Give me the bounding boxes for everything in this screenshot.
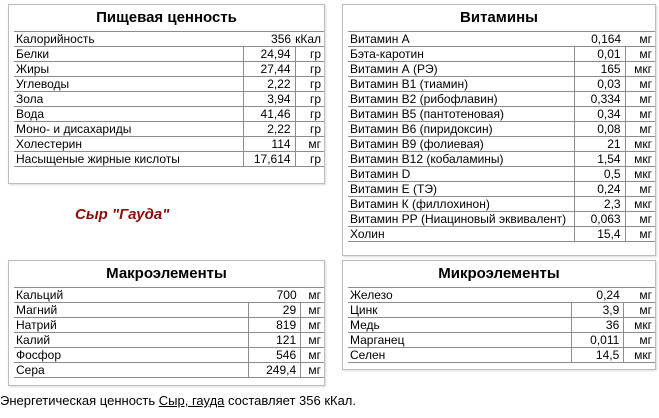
cell-unit: мг	[308, 348, 321, 362]
cell-value: 15,4	[575, 227, 625, 242]
microelements-panel	[342, 260, 656, 370]
cell-unit: гр	[309, 47, 321, 61]
cell-unit: мг	[639, 92, 652, 106]
cell-unit: мг	[639, 122, 652, 136]
cell-name: Витамин В6 (пиридоксин)	[348, 122, 575, 137]
table-row	[348, 348, 655, 363]
table-row	[348, 122, 655, 137]
cell-name: Сера	[14, 363, 248, 378]
cell-value: 27,44	[243, 62, 295, 77]
cell-value: 700	[276, 288, 297, 302]
cell-value: 2,22	[243, 122, 295, 137]
table-row	[14, 137, 324, 152]
cell-name: Селен	[348, 348, 571, 363]
cell-name: Витамин В12 (кобаламины)	[348, 152, 575, 167]
cell-value: 29	[248, 303, 301, 318]
cell-name: Витамин В5 (пантотеновая)	[348, 107, 575, 122]
cell-name: Магний	[14, 303, 248, 318]
cell-name: Калий	[14, 333, 248, 348]
macroelements-panel	[8, 260, 325, 386]
cell-name: Вода	[14, 107, 243, 122]
cell-name: Фосфор	[14, 348, 248, 363]
cell-value: 0,24	[575, 182, 625, 197]
cell-unit: гр	[309, 152, 321, 166]
cell-unit: мг	[308, 318, 321, 332]
cell-unit: мг	[639, 32, 652, 46]
macroelements-title: Макроэлементы	[106, 265, 227, 282]
cell-unit: мг	[639, 288, 652, 302]
cell-name: Холестерин	[14, 137, 243, 152]
table-row	[14, 47, 324, 62]
cell-value: 0,063	[575, 212, 625, 227]
cell-name: Витамин В1 (тиамин)	[348, 77, 575, 92]
microelements-table	[348, 287, 655, 363]
table-row	[348, 197, 655, 212]
cell-unit: мг	[308, 288, 321, 302]
cell-value: 0,03	[575, 77, 625, 92]
cell-unit: мкг	[634, 152, 652, 166]
cell-name: Цинк	[348, 303, 571, 318]
cell-value: 249,4	[248, 363, 301, 378]
cell-value: 41,46	[243, 107, 295, 122]
cell-value: 3,94	[243, 92, 295, 107]
nutrition-table	[14, 31, 324, 167]
cell-value: 17,614	[243, 152, 295, 167]
vitamins-title: Витамины	[460, 9, 538, 26]
cell-value: 356	[271, 32, 292, 46]
cell-unit: гр	[309, 122, 321, 136]
cell-unit: мг	[639, 47, 652, 61]
cell-value: 819	[248, 318, 301, 333]
cell-name: Насыщеные жирные кислоты	[14, 152, 243, 167]
cell-name: Витамин D	[348, 167, 575, 182]
cell-value: 21	[575, 137, 625, 152]
table-row	[14, 62, 324, 77]
cell-value: 0,011	[571, 333, 623, 348]
cell-unit: мг	[639, 227, 652, 241]
table-row	[348, 318, 655, 333]
cell-name: Железо	[350, 288, 393, 302]
cell-name: Углеводы	[14, 77, 243, 92]
cell-value: 3,9	[571, 303, 623, 318]
table-row	[348, 227, 655, 242]
table-row	[14, 288, 324, 303]
table-row	[348, 167, 655, 182]
cell-name: Марганец	[348, 333, 571, 348]
table-row	[348, 32, 655, 47]
cell-name: Жиры	[14, 62, 243, 77]
footer-suffix: составляет 356 кКал.	[224, 393, 357, 408]
cell-unit: гр	[309, 92, 321, 106]
table-row	[14, 348, 324, 363]
nutrition-title: Пищевая ценность	[96, 9, 237, 26]
cell-value: 0,24	[596, 288, 620, 302]
table-row	[348, 92, 655, 107]
table-row	[348, 62, 655, 77]
cell-unit: мкг	[634, 137, 652, 151]
cell-name: Витамин А	[350, 32, 410, 46]
cell-name: Витамин РР (Ниациновый эквивалент)	[348, 212, 575, 227]
cell-value: 0,01	[575, 47, 625, 62]
vitamins-table	[348, 31, 655, 242]
cell-name: Витамин А (РЭ)	[348, 62, 575, 77]
table-row	[348, 77, 655, 92]
cell-value: 0,334	[575, 92, 625, 107]
cell-value: 165	[575, 62, 625, 77]
table-row	[14, 77, 324, 92]
cell-name: Витамин В2 (рибофлавин)	[348, 92, 575, 107]
table-row	[348, 288, 655, 303]
cell-unit: гр	[309, 107, 321, 121]
cell-value: 0,164	[591, 32, 622, 46]
cell-value: 2,3	[575, 197, 625, 212]
table-row	[14, 92, 324, 107]
cell-name: Зола	[14, 92, 243, 107]
microelements-title: Микроэлементы	[438, 265, 560, 282]
cell-unit: мг	[308, 137, 321, 151]
table-row	[348, 47, 655, 62]
nutrition-panel	[8, 4, 325, 184]
cell-value: 121	[248, 333, 301, 348]
table-row	[14, 318, 324, 333]
cell-name: Медь	[348, 318, 571, 333]
product-title: Сыр "Гауда"	[75, 206, 170, 223]
table-row	[14, 363, 324, 378]
footer-prefix: Энергетическая ценность	[0, 393, 159, 408]
cell-value: 1,54	[575, 152, 625, 167]
cell-name: Витамин К (филлохинон)	[348, 197, 575, 212]
cell-unit: гр	[309, 77, 321, 91]
cell-unit: мкг	[634, 62, 652, 76]
cell-value: 546	[248, 348, 301, 363]
table-row	[14, 152, 324, 167]
cell-name: Витамин Е (ТЭ)	[348, 182, 575, 197]
cell-unit: мкг	[634, 348, 652, 362]
cell-unit: мг	[308, 303, 321, 317]
cell-unit: гр	[309, 62, 321, 76]
table-row	[348, 137, 655, 152]
cell-unit: мг	[639, 107, 652, 121]
cell-name: Кальций	[16, 288, 64, 302]
cell-name: Натрий	[14, 318, 248, 333]
table-row	[348, 182, 655, 197]
cell-unit: мг	[639, 212, 652, 226]
table-row	[348, 303, 655, 318]
cell-unit: мг	[308, 333, 321, 347]
cell-unit: кКал	[295, 32, 321, 46]
table-row	[14, 303, 324, 318]
table-row	[14, 32, 324, 47]
cell-unit: мкг	[634, 197, 652, 211]
cell-name: Бэта-каротин	[348, 47, 575, 62]
cell-value: 14,5	[571, 348, 623, 363]
cell-value: 114	[243, 137, 295, 152]
cell-name: Моно- и дисахариды	[14, 122, 243, 137]
cell-name: Витамин В9 (фолиевая)	[348, 137, 575, 152]
cell-name: Калорийность	[16, 32, 95, 46]
cell-unit: мкг	[634, 167, 652, 181]
cell-unit: мг	[639, 303, 652, 317]
table-row	[348, 107, 655, 122]
macroelements-table	[14, 287, 324, 378]
cell-unit: мг	[308, 363, 321, 377]
cell-value: 2,22	[243, 77, 295, 92]
cell-unit: мг	[639, 182, 652, 196]
table-row	[14, 333, 324, 348]
cell-unit: мг	[639, 333, 652, 347]
cell-value: 0,08	[575, 122, 625, 137]
table-row	[348, 152, 655, 167]
cell-name: Белки	[14, 47, 243, 62]
cell-value: 24,94	[243, 47, 295, 62]
table-row	[348, 212, 655, 227]
vitamins-panel	[342, 4, 656, 256]
product-link[interactable]: Сыр, гауда	[158, 393, 225, 408]
cell-value: 36	[571, 318, 623, 333]
cell-unit: мкг	[634, 318, 652, 332]
table-row	[14, 122, 324, 137]
table-row	[348, 333, 655, 348]
cell-value: 0,5	[575, 167, 625, 182]
table-row	[14, 107, 324, 122]
cell-value: 0,34	[575, 107, 625, 122]
cell-unit: мг	[639, 77, 652, 91]
cell-name: Холин	[348, 227, 575, 242]
energy-footer	[0, 393, 356, 408]
